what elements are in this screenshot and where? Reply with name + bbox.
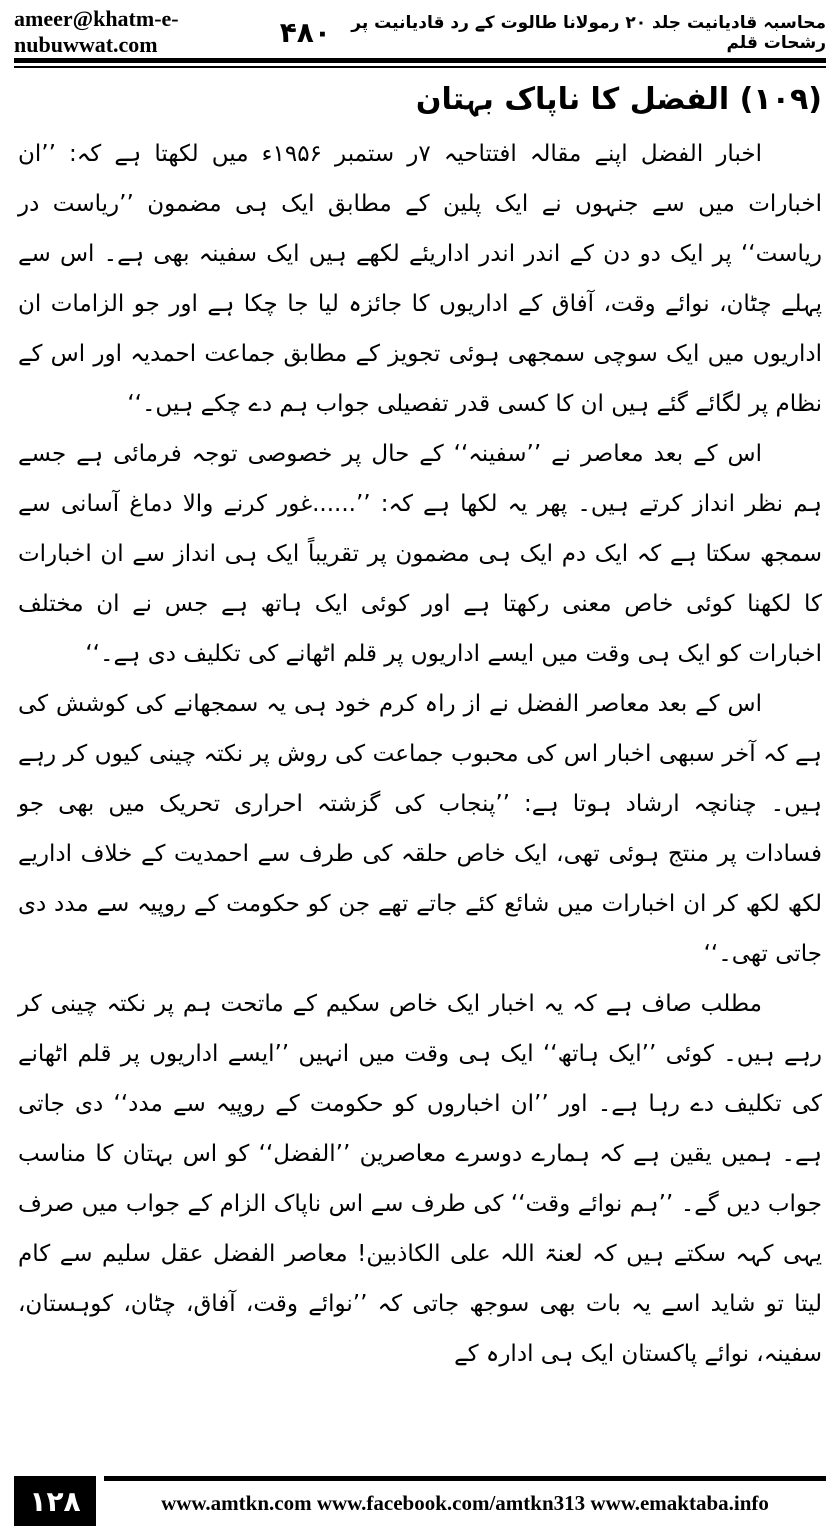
header-page-number: ۴۸۰ [279, 15, 331, 49]
article-body [18, 80, 822, 1460]
header-left-group [14, 6, 331, 58]
page-footer [14, 1476, 826, 1526]
footer-page-number: ۱۲۸ [14, 1476, 96, 1526]
header-email: ameer@khatm-e-nubuwwat.com [14, 6, 179, 57]
paragraph-2: اس کے بعد معاصر نے ’’سفینہ‘‘ کے حال پر خصوصی توجہ فرمائی ہے جسے ہم نظر انداز کرتے ہیں۔ پھر یہ لکھا ہے کہ: ’’......غور کرنے والا دماغ آسانی سے سمجھ سکتا ہے کہ ایک دم ایک ہی مضمون پر تقریباً ایک ہی انداز سے ان اخبارات کا لکھنا کوئی خاص معنی رکھتا ہے اور کوئی ایک ہاتھ ہے جس نے ان مختلف اخبارات کو ایک ہی وقت میں ایسے اداریوں پر قلم اٹھانے کی تکلیف دی ہے۔‘‘ [18, 440, 822, 667]
article-heading: (۱۰۹) الفضل کا ناپاک بہتان [415, 82, 822, 117]
header-series-title: محاسبہ قادیانیت جلد ۲۰ رمولانا طالوت کے رد قادیانیت پر رشحات قلم [351, 12, 826, 53]
paragraph-4: مطلب صاف ہے کہ یہ اخبار ایک خاص سکیم کے ماتحت ہم پر نکتہ چینی کر رہے ہیں۔ کوئی ’’ایک ہاتھ‘‘ ایک ہی وقت میں انہیں ’’ایسے اداریوں پر قلم اٹھانے کی تکلیف دے رہا ہے۔ اور ’’ان اخباروں کو حکومت کے روپیہ سے مدد‘‘ دی جاتی ہے۔ ہمیں یقین ہے کہ ہمارے دوسرے معاصرین ’’الفضل‘‘ کو اس بہتان کا مناسب جواب دیں گے۔ ’’ہم نوائے وقت‘‘ کی طرف سے اس ناپاک الزام کے جواب میں صرف یہی کہہ سکتے ہیں کہ لعنۃ اللہ علی الکاذبین! معاصر الفضل عقل سلیم سے کام لیتا تو شاید اسے یہ بات بھی سوجھ جاتی کہ ’’نوائے وقت، آفاق، چٹان، کوہستان، سفینہ، نوائے پاکستان ایک ہی ادارہ کے [18, 990, 822, 1367]
footer-links: www.amtkn.com www.facebook.com/amtkn313 www.emaktaba.info [104, 1476, 826, 1526]
paragraph-1: اخبار الفضل اپنے مقالہ افتتاحیہ ۷ر ستمبر ۱۹۵۶ء میں لکھتا ہے کہ: ’’ان اخبارات میں سے جنہوں نے ایک پلین کے مطابق ایک ہی مضمون ’’ریاست در ریاست‘‘ پر ایک دو دن کے اندر اندر اداریئے لکھے ہیں ایک سفینہ بھی ہے۔ اس سے پہلے چٹان، نوائے وقت، آفاق کے اداریوں کا جائزہ لیا جا چکا ہے اور جو الزامات ان اداریوں میں ایک سوچی سمجھی ہوئی تجویز کے مطابق جماعت احمدیہ اور اس کے نظام پر لگائے گئے ہیں ان کا کسی قدر تفصیلی جواب ہم دے چکے ہیں۔‘‘ [18, 140, 822, 417]
header-rule-thick [14, 58, 826, 63]
header-rule-thin [14, 66, 826, 68]
paragraph-3: اس کے بعد معاصر الفضل نے از راہ کرم خود ہی یہ سمجھانے کی کوشش کی ہے کہ آخر سبھی اخبار اس کی محبوب جماعت کی روش پر نکتہ چینی کیوں کر رہے ہیں۔ چنانچہ ارشاد ہوتا ہے: ’’پنجاب کی گزشتہ احراری تحریک میں بھی جو فسادات پر منتج ہوئی تھی، ایک خاص حلقہ کی طرف سے احمدیت کے خلاف اداریے لکھ لکھ کر ان اخبارات میں شائع کئے جاتے تھے جن کو حکومت کے روپیہ سے مدد دی جاتی تھی۔‘‘ [18, 690, 822, 967]
page-header [14, 6, 826, 57]
